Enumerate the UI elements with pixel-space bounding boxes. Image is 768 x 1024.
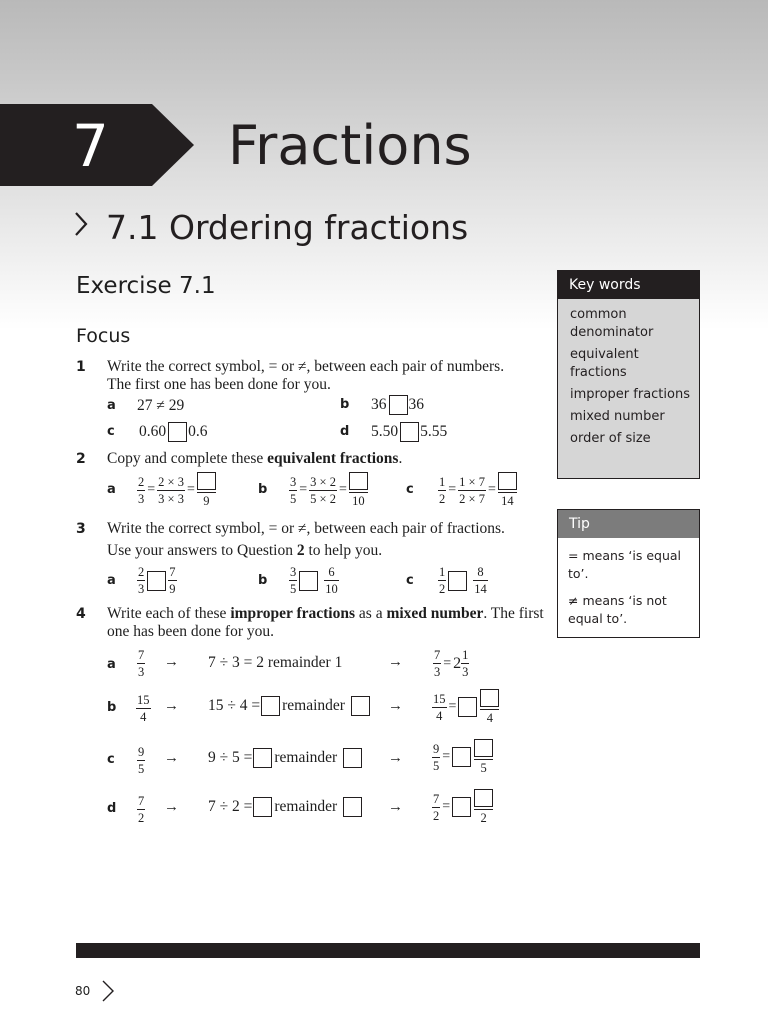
fraction: $\frac{3}{5}$ (290, 474, 297, 506)
answer-box[interactable] (458, 697, 477, 717)
question-1-number: 1 (76, 359, 86, 375)
fraction: $\frac{3}{5}$ (290, 565, 297, 596)
key-word-item: improper fractions (570, 387, 690, 402)
tip-title: Tip (558, 510, 699, 538)
answer-box[interactable] (343, 797, 362, 817)
fraction-with-blank: 14 (498, 472, 517, 508)
q4-part-c (107, 749, 115, 771)
answer-box[interactable] (498, 472, 517, 490)
part-label: d (107, 801, 117, 816)
q4c-mixed-number: $\frac{9}{5}$ = 5 (432, 739, 493, 775)
answer-box[interactable] (474, 789, 493, 807)
q1-part-c (107, 422, 208, 442)
q3-part-a (107, 565, 177, 596)
q4a-mixed-number: $\frac{7}{3}$ = 2 $\frac{1}{3}$ (434, 648, 469, 679)
question-2-text-start: Copy and complete these (107, 450, 268, 467)
arrow-icon: → (388, 654, 403, 670)
q4-part-b (107, 697, 116, 719)
part-label: a (107, 482, 116, 497)
key-word-item: common denominator (570, 307, 654, 340)
q4d-fraction: $\frac{7}{2}$ (138, 794, 145, 825)
exercise-title: Exercise 7.1 (76, 273, 216, 299)
q4d-calculation: 7 ÷ 2 = remainder (208, 797, 362, 817)
focus-heading: Focus (76, 325, 131, 347)
answer-box[interactable] (474, 739, 493, 757)
key-word-item: mixed number (570, 409, 665, 424)
answer-box[interactable] (197, 472, 216, 490)
q1c-left-value: 0.60 (139, 423, 167, 440)
arrow-icon: → (388, 750, 403, 766)
q1-part-a (107, 397, 184, 415)
key-word-item: equivalent fractions (570, 347, 639, 380)
part-label: c (406, 482, 414, 497)
part-label: b (107, 700, 117, 715)
q4a-fraction: $\frac{7}{3}$ (138, 648, 145, 679)
answer-box[interactable] (452, 797, 471, 817)
arrow-icon: → (388, 799, 403, 815)
answer-box[interactable] (253, 797, 272, 817)
arrow-icon: → (164, 654, 179, 670)
question-1-text (107, 358, 504, 394)
answer-box[interactable] (147, 571, 166, 591)
fraction: $\frac{3 \times 2}{5 \times 2}$ (310, 474, 336, 506)
answer-box[interactable] (343, 748, 362, 768)
question-4-line-2: one has been done for you. (107, 623, 275, 640)
arrow-icon: → (164, 750, 179, 766)
key-word-item: order of size (570, 431, 651, 446)
question-1-line-1: Write the correct symbol, = or ≠, between each pair of numbers. (107, 358, 505, 375)
tip-line-1: = means ‘is equal to’. (568, 548, 681, 581)
q1-part-d (340, 422, 447, 442)
fraction: $\frac{2}{3}$ (138, 565, 145, 596)
fraction: $\frac{2}{3}$ (138, 474, 145, 506)
answer-box[interactable] (400, 422, 419, 442)
fraction: $\frac{1 \times 7}{2 \times 7}$ (459, 474, 485, 506)
q1d-left-value: 5.50 (371, 423, 399, 440)
fraction: $\frac{1}{2}$ (439, 474, 446, 506)
fraction-with-blank: 10 (349, 472, 368, 508)
q4b-fraction: $\frac{15}{4}$ (137, 693, 150, 724)
key-words-title: Key words (558, 271, 699, 299)
q2-part-a: a $\frac{2}{3}$ = $\frac{2 \times 3}{3 \times 3}$ = 9 (107, 472, 216, 508)
answer-box[interactable] (452, 747, 471, 767)
part-label: b (340, 397, 350, 412)
chevron-right-icon (74, 211, 88, 237)
footer-bar (76, 943, 700, 958)
key-words-list (558, 299, 699, 448)
q3-part-c (406, 565, 488, 596)
chevron-right-icon (101, 979, 115, 1003)
fraction: $\frac{2 \times 3}{3 \times 3}$ (158, 474, 184, 506)
part-label: c (406, 572, 414, 588)
chapter-title: Fractions (228, 114, 472, 177)
answer-box[interactable] (480, 689, 499, 707)
fraction: $\frac{7}{9}$ (169, 565, 176, 596)
part-label: a (107, 572, 116, 588)
question-3-line-1: Write the correct symbol, = or ≠, between each pair of fractions. (107, 520, 505, 537)
question-4-line-1: Write each of these improper fractions as a mixed number. The first (107, 605, 544, 622)
fraction-with-blank: 9 (197, 472, 216, 508)
fraction: $\frac{6}{10}$ (325, 565, 338, 596)
q1b-right-value: 36 (408, 396, 424, 413)
question-3-number: 3 (76, 521, 86, 537)
answer-box[interactable] (253, 748, 272, 768)
part-label: a (107, 398, 116, 413)
question-1-line-2: The first one has been done for you. (107, 376, 331, 393)
q4a-calculation: 7 ÷ 3 = 2 remainder 1 (208, 654, 343, 671)
answer-box[interactable] (448, 571, 467, 591)
answer-box[interactable] (299, 571, 318, 591)
chapter-number: 7 (72, 112, 109, 180)
part-label: d (340, 424, 350, 439)
q4d-mixed-number: $\frac{7}{2}$ = 2 (432, 789, 493, 825)
question-3-text (107, 520, 505, 560)
q1c-right-value: 0.6 (188, 423, 208, 440)
fraction: $\frac{1}{2}$ (439, 565, 446, 596)
q4b-mixed-number: $\frac{15}{4}$ = 4 (432, 689, 499, 725)
q1d-right-value: 5.55 (420, 423, 448, 440)
section-title: 7.1 Ordering fractions (106, 208, 469, 247)
tip-box (557, 509, 700, 638)
tip-body (558, 547, 699, 628)
question-4-text (107, 605, 544, 641)
answer-box[interactable] (168, 422, 187, 442)
part-label: c (107, 752, 115, 767)
question-2-keyword: equivalent fractions (267, 450, 399, 467)
q1b-left-value: 36 (371, 396, 387, 413)
fraction: $\frac{8}{14}$ (474, 565, 487, 596)
q1-part-b (340, 395, 424, 415)
answer-box[interactable] (349, 472, 368, 490)
arrow-icon: → (164, 698, 179, 714)
answer-box[interactable] (389, 395, 408, 415)
q1a-statement: 27 ≠ 29 (137, 397, 185, 414)
q4c-calculation: 9 ÷ 5 = remainder (208, 748, 362, 768)
answer-box[interactable] (351, 696, 370, 716)
arrow-icon: → (388, 698, 403, 714)
part-label: a (107, 657, 116, 672)
q4-part-d (107, 798, 116, 820)
tip-line-2: ≠ means ‘is not equal to’. (568, 593, 667, 626)
question-4-number: 4 (76, 606, 86, 622)
q4c-fraction: $\frac{9}{5}$ (138, 745, 145, 776)
answer-box[interactable] (261, 696, 280, 716)
part-label: c (107, 424, 115, 439)
q2-part-c: c $\frac{1}{2}$ = $\frac{1 \times 7}{2 \times 7}$ = 14 (406, 472, 517, 508)
q4-part-a (107, 652, 116, 678)
part-label: b (258, 572, 268, 588)
question-2-text (107, 450, 402, 468)
key-words-box (557, 270, 700, 479)
part-label: b (258, 482, 268, 497)
q2-part-b: b $\frac{3}{5}$ = $\frac{3 \times 2}{5 \times 2}$ = 10 (258, 472, 368, 508)
page-number: 80 (75, 984, 91, 998)
question-3-line-2: Use your answers to Question 2 to help you. (107, 542, 383, 559)
question-2-number: 2 (76, 451, 86, 467)
q3-part-b (258, 565, 339, 596)
arrow-icon: → (164, 799, 179, 815)
q4b-calculation: 15 ÷ 4 = remainder (208, 696, 370, 716)
question-2-text-end: . (398, 450, 403, 467)
